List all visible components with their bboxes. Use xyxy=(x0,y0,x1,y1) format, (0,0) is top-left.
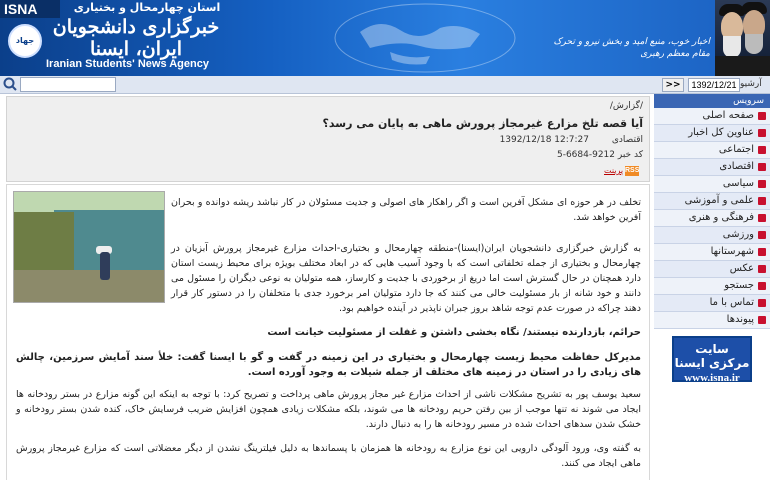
bullet-icon xyxy=(758,129,766,137)
sidebar-item-label: فرهنگی و هنری xyxy=(688,212,754,223)
sidebar-item-label: جستجو xyxy=(724,280,754,291)
bullet-icon xyxy=(758,265,766,273)
article-lead: مدیرکل حفاظت محیط زیست چهارمحال و بختیاری در این زمینه در گفت و گو با ایسنا گفت: خلأ سند آمایش سرزمین، چالش های زیادی را در استان در زمینه های مختلف از جمله شیلات به وجود آورده است. xyxy=(16,352,641,378)
print-link[interactable]: پرینت xyxy=(604,166,624,175)
rss-icon[interactable]: RSS xyxy=(625,167,640,174)
article-photo xyxy=(13,191,165,303)
sidebar-item-contact[interactable] xyxy=(654,295,770,312)
sidebar-item-social[interactable] xyxy=(654,142,770,159)
main-content xyxy=(6,96,650,480)
sidebar-item-home[interactable] xyxy=(654,108,770,125)
article-subheading: حرائم، بازدارنده نیستند/ نگاه بخشی داشتن و غفلت از مسئولیت خیانت است xyxy=(267,327,641,338)
header-slogan: اخبار خوب، منبع امید و بخش نیرو و تحرک مقام معظم رهبری xyxy=(553,37,710,59)
toolbar xyxy=(0,76,770,94)
bullet-icon xyxy=(758,231,766,239)
globe-map-graphic xyxy=(330,2,520,74)
article-paragraph: تخلف در هر حوزه ای مشکل آفرین است و اگر راهکار های اصولی و جدیت مسئولان در کار نباشد ریشه دوانده و بحران آفرین خواهد شد. xyxy=(171,197,641,223)
sidebar-item-label: عناوین کل اخبار xyxy=(688,127,754,138)
isna-logo[interactable] xyxy=(8,24,42,58)
search-icon[interactable] xyxy=(2,76,18,92)
sidebar-item-science[interactable] xyxy=(654,193,770,210)
bullet-icon xyxy=(758,282,766,290)
article-paragraph: به گزارش خبرگزاری دانشجویان ایران(ایسنا)-منطقه چهارمحال و بختیاری-احداث مزارع غیرمجاز پرورش آبزیان در چهارمحال و بختیاری از جمله تخلفاتی است که با وجود آسیب هایی که در ابعاد مختلف بویژه برای محیط زیست استان دارد همچنان در حال گسترش است اما دریغ از برخوردی با جدیت و کارساز، همه متولیان به نوعی دیگران را مسئول می دانند و خود شانه از بار مسئولیت خالی می کنند که جا دارد متولیان امر برخورد جدی با متخلفان را در دستور کار قرار دهند چراکه در صورت عدم توجه شاهد بروز جبران ناپذیر در آینده خواهیم بود. xyxy=(171,243,641,314)
bullet-icon xyxy=(758,248,766,256)
leaders-portrait xyxy=(715,0,770,76)
sidebar-item-political[interactable] xyxy=(654,176,770,193)
article-paragraph: به گفته وی، ورود آلودگی دارویی این نوع مزارع به رودخانه ها همزمان با پسماندها به دلیل فیلترینگ نشدن از دیگر معضلاتی است که مزارع غیرمجاز پرورش ماهی ایجاد می کنند. xyxy=(16,443,641,469)
sidebar-header: سرویس xyxy=(654,94,770,108)
sidebar xyxy=(654,94,770,480)
isna-tag: ISNA xyxy=(0,0,60,18)
article-header xyxy=(6,96,650,182)
bullet-icon xyxy=(758,214,766,222)
sidebar-item-culture[interactable] xyxy=(654,210,770,227)
search-input[interactable] xyxy=(20,77,116,92)
sidebar-item-label: تماس با ما xyxy=(709,297,754,308)
breadcrumb[interactable]: /گزارش/ xyxy=(609,101,643,111)
sidebar-item-label: صفحه اصلی xyxy=(702,110,754,121)
article-code: کد خبر 9212-6684-5 xyxy=(556,150,643,160)
archive-date-input[interactable]: 1392/12/21 xyxy=(688,78,740,92)
archive-label: آرشیو xyxy=(740,79,762,89)
article-category: اقتصادی xyxy=(611,135,643,145)
sidebar-item-photo[interactable] xyxy=(654,261,770,278)
archive-go-button[interactable]: >> xyxy=(662,78,684,92)
logo-text: جهاد xyxy=(15,36,35,45)
sidebar-item-sports[interactable] xyxy=(654,227,770,244)
sidebar-item-links[interactable] xyxy=(654,312,770,329)
sidebar-item-label: شهرستانها xyxy=(710,246,754,257)
sidebar-item-label: پیوندها xyxy=(726,314,754,325)
isna-central-banner[interactable] xyxy=(672,336,752,382)
article-datetime: 1392/12/18 12:7:27 xyxy=(499,135,589,145)
bullet-icon xyxy=(758,146,766,154)
sidebar-item-all-news[interactable] xyxy=(654,125,770,142)
bullet-icon xyxy=(758,112,766,120)
sidebar-item-label: علمی و آموزشی xyxy=(684,195,754,206)
agency-english-name: Iranian Students' News Agency xyxy=(46,58,209,70)
bullet-icon xyxy=(758,299,766,307)
sidebar-item-label: اقتصادی xyxy=(719,161,754,172)
agency-title[interactable]: خبرگزاری دانشجویان ایران، ایسنا xyxy=(52,16,220,60)
sidebar-item-search[interactable] xyxy=(654,278,770,295)
bullet-icon xyxy=(758,180,766,188)
sidebar-item-label: سیاسی xyxy=(722,178,754,189)
banner-title: سایت مرکزی ایسنا xyxy=(674,342,750,370)
bullet-icon xyxy=(758,316,766,324)
sidebar-item-label: ورزشی xyxy=(722,229,754,240)
sidebar-item-cities[interactable] xyxy=(654,244,770,261)
region-label[interactable]: استان چهارمحال و بختیاری xyxy=(73,1,221,14)
article-paragraph: سعید یوسف پور به تشریح مشکلات ناشی از احداث مزارع غیر مجاز پرورش ماهی پرداخت و تصریح کرد: با توجه به اینکه این گونه مزارع در بستر رودخانه ها ایجاد می شوند نه تنها موجب از بین رفتن حریم رودخانه ها می شوند، بلکه مشکلات زیادی همچون افزایش ضریب فرسایش خاک، کنده شدن بستر رودخانه و خشک شدن سدهای احداث شده در مسیر رودخانه ها را به دنبال دارند. xyxy=(16,389,641,430)
banner-url: www.isna.ir xyxy=(684,372,740,384)
sidebar-item-economic[interactable] xyxy=(654,159,770,176)
sidebar-item-label: اجتماعی xyxy=(718,144,754,155)
bullet-icon xyxy=(758,197,766,205)
article-headline: آیا قصه تلخ مزارع غیرمجاز پرورش ماهی به پایان می رسد؟ xyxy=(322,117,643,130)
bullet-icon xyxy=(758,163,766,171)
site-header xyxy=(0,0,770,76)
sidebar-item-label: عکس xyxy=(729,263,754,274)
article-body xyxy=(6,184,650,480)
